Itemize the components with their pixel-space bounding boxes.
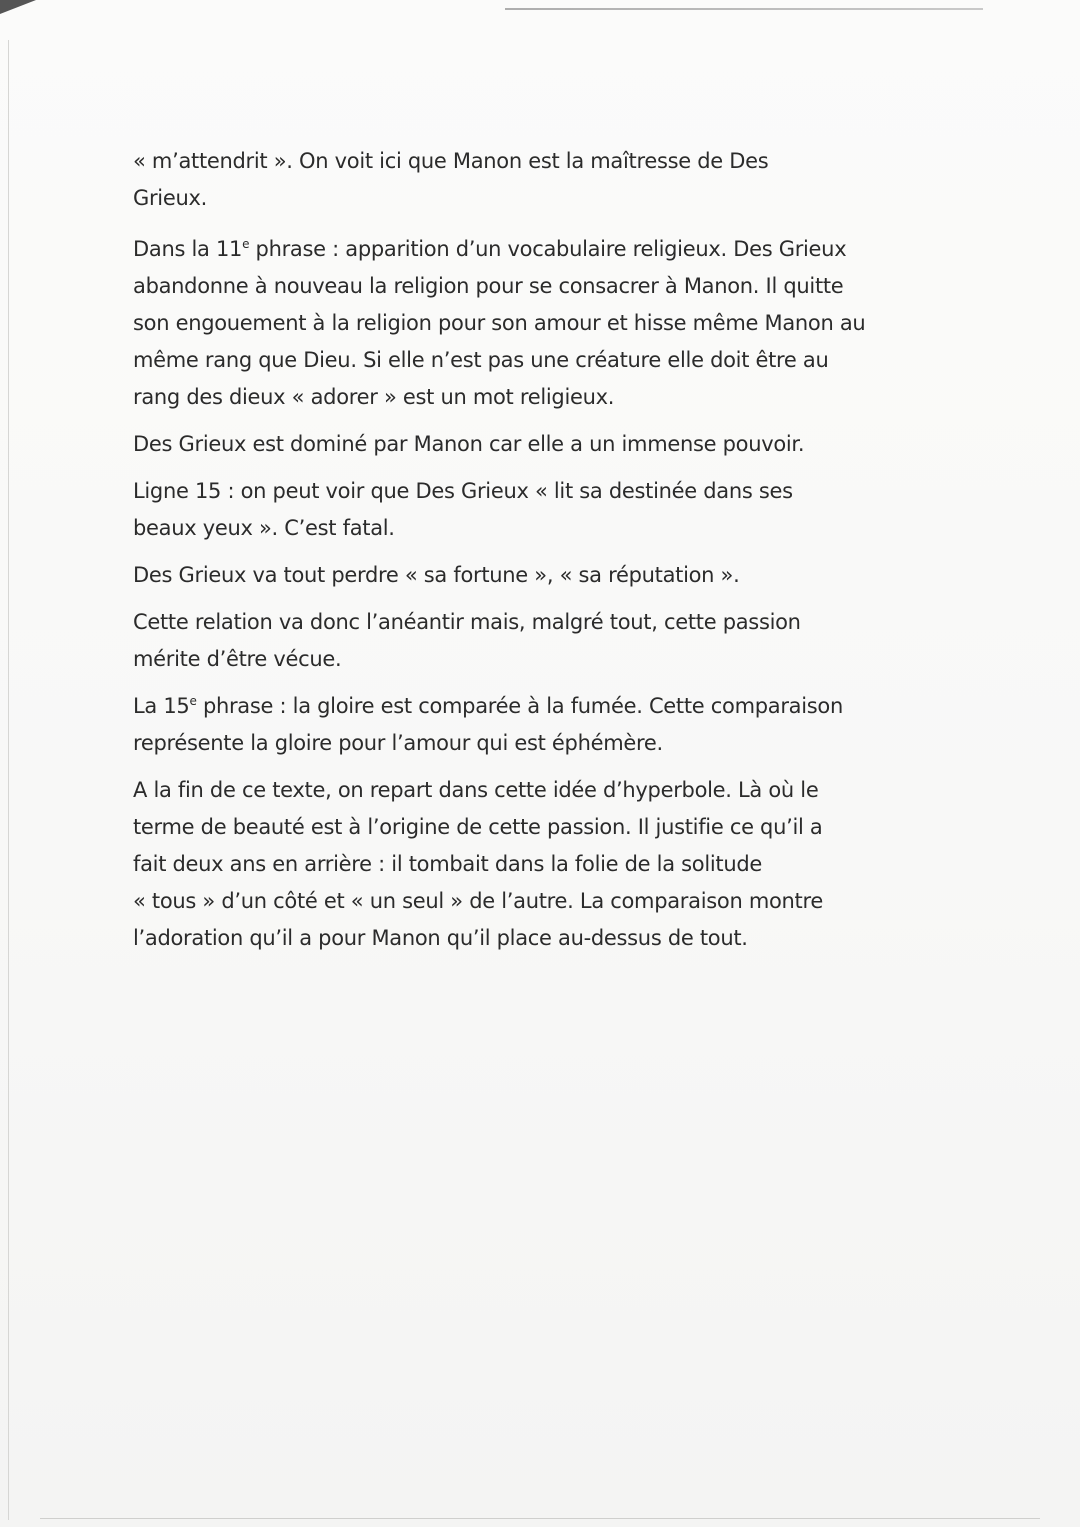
paragraph-5 — [133, 557, 943, 594]
document-text — [133, 143, 943, 971]
line: mérite d’être vécue. — [133, 647, 342, 671]
paragraph-7 — [133, 688, 943, 762]
line: phrase : la gloire est comparée à la fumée. Cette comparaison — [196, 694, 843, 718]
paragraph-4 — [133, 473, 943, 547]
paragraph-6 — [133, 604, 943, 678]
line: abandonne à nouveau la religion pour se consacrer à Manon. Il quitte — [133, 274, 844, 298]
line: Ligne 15 : on peut voir que Des Grieux « lit sa destinée dans ses — [133, 479, 793, 503]
paragraph-8 — [133, 772, 943, 957]
bottom-edge-shadow — [40, 1518, 1040, 1519]
line: Grieux. — [133, 186, 207, 210]
paragraph-3 — [133, 426, 943, 463]
superscript: e — [189, 694, 197, 708]
line: A la fin de ce texte, on repart dans cette idée d’hyperbole. Là où le — [133, 778, 819, 802]
line: beaux yeux ». C’est fatal. — [133, 516, 395, 540]
line: même rang que Dieu. Si elle n’est pas une créature elle doit être au — [133, 348, 829, 372]
top-edge-shadow — [505, 8, 983, 10]
superscript: e — [242, 237, 250, 251]
line: Des Grieux est dominé par Manon car elle a un immense pouvoir. — [133, 432, 805, 456]
paragraph-1 — [133, 143, 943, 217]
line: son engouement à la religion pour son amour et hisse même Manon au — [133, 311, 866, 335]
corner-shadow — [0, 0, 36, 14]
line: Cette relation va donc l’anéantir mais, malgré tout, cette passion — [133, 610, 801, 634]
line-lead: Dans la 11 — [133, 237, 243, 261]
line-lead: La 15 — [133, 694, 190, 718]
line: fait deux ans en arrière : il tombait dans la folie de la solitude — [133, 852, 762, 876]
left-edge-shadow — [8, 40, 9, 1520]
paragraph-2 — [133, 231, 943, 416]
line: phrase : apparition d’un vocabulaire religieux. Des Grieux — [249, 237, 847, 261]
line: représente la gloire pour l’amour qui est éphémère. — [133, 731, 663, 755]
line: « tous » d’un côté et « un seul » de l’autre. La comparaison montre — [133, 889, 823, 913]
line: terme de beauté est à l’origine de cette passion. Il justifie ce qu’il a — [133, 815, 823, 839]
line: « m’attendrit ». On voit ici que Manon est la maîtresse de Des — [133, 149, 769, 173]
line: Des Grieux va tout perdre « sa fortune », « sa réputation ». — [133, 563, 740, 587]
line: rang des dieux « adorer » est un mot religieux. — [133, 385, 615, 409]
line: l’adoration qu’il a pour Manon qu’il place au-dessus de tout. — [133, 926, 748, 950]
